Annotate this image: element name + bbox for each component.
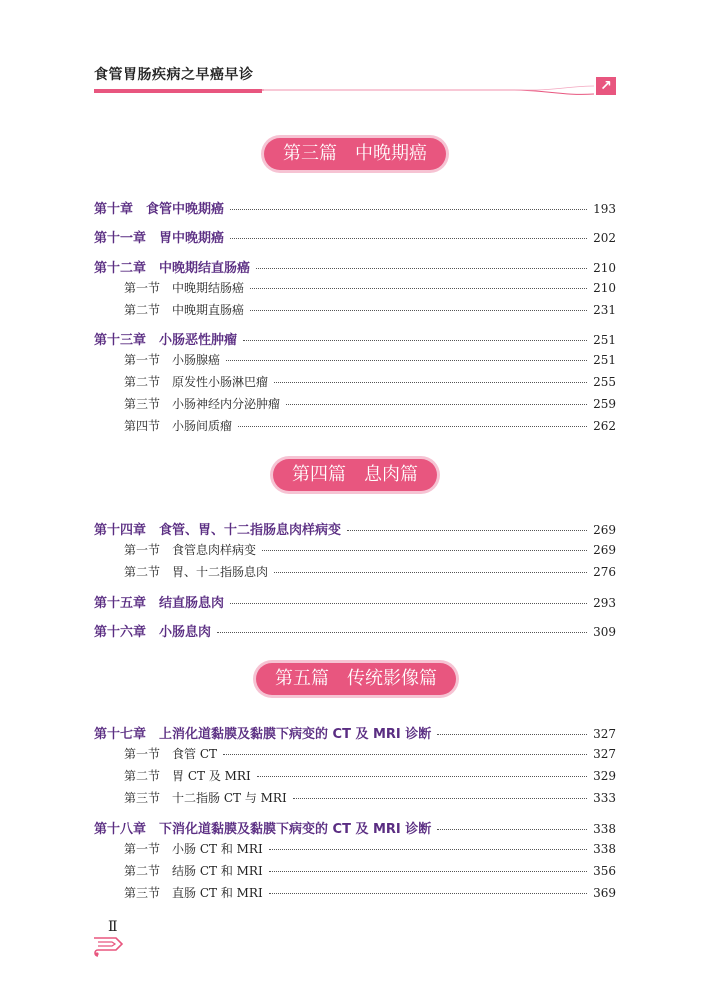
toc-page-number: 269: [593, 543, 616, 557]
toc-label: 第十四章 食管、胃、十二指肠息肉样病变: [94, 523, 342, 538]
part-banner-4: 第四篇 息肉篇: [273, 459, 437, 491]
footer-page-number: Ⅱ: [108, 919, 118, 935]
leader-dots: [243, 340, 587, 341]
toc-section-13-1[interactable]: [124, 351, 616, 368]
toc-label: 第二节 结肠 CT 和 MRI: [124, 864, 263, 878]
toc-label: 第一节 中晚期结肠癌: [124, 281, 245, 295]
leader-dots: [223, 754, 587, 755]
toc-label: 第一节 小肠腺癌: [124, 353, 221, 367]
toc-label: 第二节 原发性小肠淋巴瘤: [124, 375, 269, 389]
toc-page-number: 262: [593, 419, 616, 433]
toc-chapter-17[interactable]: [94, 723, 616, 742]
toc-page-number: 259: [593, 397, 616, 411]
toc-label: 第十一章 胃中晚期癌: [94, 231, 225, 246]
header-accent-bar: [94, 89, 262, 93]
toc-label: 第十二章 中晚期结直肠癌: [94, 261, 251, 276]
leader-dots: [217, 632, 587, 633]
toc-page-number: 338: [593, 842, 616, 856]
toc-chapter-14[interactable]: [94, 519, 616, 538]
toc-page-number: 193: [593, 202, 616, 216]
leader-dots: [262, 550, 587, 551]
toc-label: 第十五章 结直肠息肉: [94, 596, 225, 611]
toc-label: 第二节 中晚期直肠癌: [124, 303, 245, 317]
toc-label: 第十章 食管中晚期癌: [94, 202, 225, 217]
leader-dots: [269, 893, 587, 894]
toc-chapter-16[interactable]: [94, 621, 616, 640]
toc-section-13-4[interactable]: [124, 417, 616, 434]
toc-label: 第四节 小肠间质瘤: [124, 419, 233, 433]
leader-dots: [250, 288, 587, 289]
toc-chapter-10[interactable]: [94, 198, 616, 217]
toc-label: 第十六章 小肠息肉: [94, 625, 212, 640]
toc-section-14-2[interactable]: [124, 563, 616, 580]
toc-section-18-2[interactable]: [124, 862, 616, 879]
toc-page-number: 329: [593, 769, 616, 783]
toc-page-number: 327: [593, 727, 616, 741]
leader-dots: [269, 871, 587, 872]
part-banner-5: 第五篇 传统影像篇: [256, 663, 456, 695]
toc-label: 第二节 胃 CT 及 MRI: [124, 769, 251, 783]
toc-page-number: 333: [593, 791, 616, 805]
toc-label: 第三节 十二指肠 CT 与 MRI: [124, 791, 287, 805]
leader-dots: [238, 426, 587, 427]
leader-dots: [293, 798, 587, 799]
toc-section-12-1[interactable]: [124, 279, 616, 296]
toc-label: 第三节 直肠 CT 和 MRI: [124, 886, 263, 900]
leader-dots: [269, 849, 587, 850]
toc-page-number: 251: [593, 353, 616, 367]
toc-label: 第十八章 下消化道黏膜及黏膜下病变的 CT 及 MRI 诊断: [94, 822, 432, 837]
toc-page-number: 202: [593, 231, 616, 245]
leader-dots: [256, 268, 587, 269]
leader-dots: [347, 530, 587, 531]
leader-dots: [286, 404, 587, 405]
toc-chapter-11[interactable]: [94, 227, 616, 246]
toc-section-17-2[interactable]: [124, 767, 616, 784]
toc-section-18-1[interactable]: [124, 840, 616, 857]
leader-dots: [230, 603, 587, 604]
leader-dots: [230, 238, 587, 239]
toc-page-number: 276: [593, 565, 616, 579]
leader-dots: [274, 382, 587, 383]
toc-page-number: 338: [593, 822, 616, 836]
leader-dots: [230, 209, 587, 210]
toc-page-number: 251: [593, 333, 616, 347]
toc-section-12-2[interactable]: [124, 301, 616, 318]
toc-label: 第一节 食管息肉样病变: [124, 543, 257, 557]
toc-label: 第一节 小肠 CT 和 MRI: [124, 842, 263, 856]
toc-page-number: 210: [593, 261, 616, 275]
footer-ornament-icon: [92, 934, 124, 958]
toc-page-number: 309: [593, 625, 616, 639]
toc-section-17-1[interactable]: [124, 745, 616, 762]
toc-page-number: 269: [593, 523, 616, 537]
running-header-title: 食管胃肠疾病之早癌早诊: [94, 67, 254, 83]
toc-section-13-2[interactable]: [124, 373, 616, 390]
toc-chapter-15[interactable]: [94, 592, 616, 611]
leader-dots: [437, 734, 587, 735]
leader-dots: [226, 360, 587, 361]
leader-dots: [274, 572, 587, 573]
toc-section-17-3[interactable]: [124, 789, 616, 806]
toc-page-number: 293: [593, 596, 616, 610]
arrow-icon: ↗: [596, 77, 616, 95]
toc-chapter-12[interactable]: [94, 257, 616, 276]
toc-page-number: 327: [593, 747, 616, 761]
toc-section-14-1[interactable]: [124, 541, 616, 558]
toc-page-number: 255: [593, 375, 616, 389]
toc-chapter-13[interactable]: [94, 329, 616, 348]
toc-section-18-3[interactable]: [124, 884, 616, 901]
toc-label: 第三节 小肠神经内分泌肿瘤: [124, 397, 281, 411]
toc-page-number: 369: [593, 886, 616, 900]
part-banner-3: 第三篇 中晚期癌: [264, 138, 446, 170]
leader-dots: [250, 310, 587, 311]
toc-label: 第十七章 上消化道黏膜及黏膜下病变的 CT 及 MRI 诊断: [94, 727, 432, 742]
leader-dots: [257, 776, 587, 777]
toc-label: 第二节 胃、十二指肠息肉: [124, 565, 269, 579]
toc-page-number: 210: [593, 281, 616, 295]
toc-label: 第一节 食管 CT: [124, 747, 218, 761]
toc-section-13-3[interactable]: [124, 395, 616, 412]
toc-page-number: 356: [593, 864, 616, 878]
toc-label: 第十三章 小肠恶性肿瘤: [94, 333, 238, 348]
toc-page-number: 231: [593, 303, 616, 317]
toc-chapter-18[interactable]: [94, 818, 616, 837]
leader-dots: [437, 829, 587, 830]
